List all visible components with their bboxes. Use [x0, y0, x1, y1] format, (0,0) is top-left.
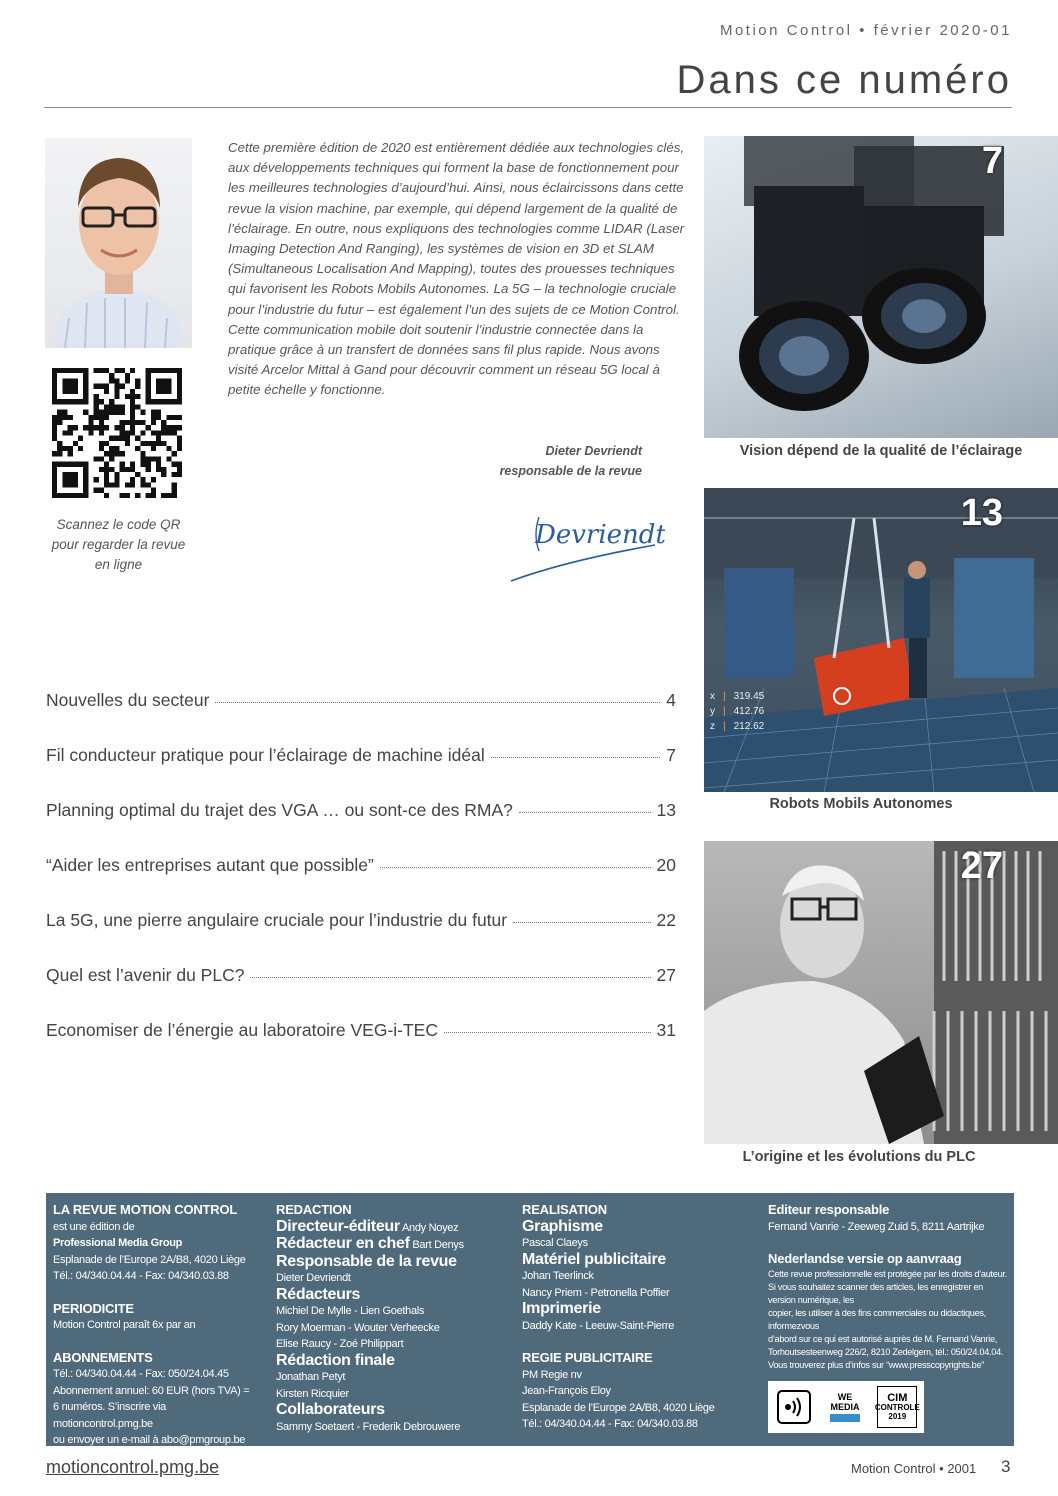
toc-entry-title: Quel est l’avenir du PLC?: [46, 965, 245, 985]
toc-leader: [491, 756, 661, 758]
toc-entry-page: 20: [656, 855, 676, 875]
author-role: responsable de la revue: [499, 464, 642, 478]
qr-caption: Scannez le code QR pour regarder la revue en ligne: [51, 517, 186, 572]
editor-portrait-photo: [45, 138, 192, 348]
qr-code[interactable]: [52, 368, 182, 498]
toc-entry-page: 13: [656, 800, 676, 820]
feature-photo-robot[interactable]: [704, 488, 1058, 792]
toc-entry-page: 27: [656, 965, 676, 985]
feature-page-number: 13: [960, 492, 1003, 534]
toc-leader: [380, 866, 651, 868]
toc-entry[interactable]: [46, 910, 676, 965]
editorial-signature-block: [480, 441, 642, 481]
toc-entry[interactable]: [46, 965, 676, 1020]
toc-entry[interactable]: [46, 855, 676, 910]
coordinate-readout-y: y | 412.76: [710, 706, 765, 717]
toc-leader: [444, 1031, 651, 1033]
cim-logo: CIM CONTROLE 2019: [877, 1386, 917, 1428]
feature-caption: L’origine et les évolutions du PLC: [742, 1149, 976, 1165]
colophon-column-production: REALISATION Graphisme Pascal Claeys Matériel publicitaire Johan Teerlinck Nancy Priem - Petronella Poffier Imprimerie Daddy Kate - Leeuw-Saint-Pierre REGIE PUBLICITAIRE PM Regie nv Jean-François Eloy Esplanade de l’Europe 2A/B8, 4020 Liège Tél.: 04/340.04.44 - Fax: 04/340.03.88: [522, 1202, 715, 1430]
footer-magazine-issue: Motion Control • 2001: [851, 1461, 977, 1476]
signature-text: Devriendt: [535, 520, 665, 550]
feature-photo-plc[interactable]: [704, 841, 1058, 1144]
feature-caption: Robots Mobils Autonomes: [769, 796, 953, 812]
audio-wave-logo: [775, 1387, 813, 1427]
toc-entry[interactable]: [46, 1020, 676, 1075]
toc-entry-title: Fil conducteur pratique pour l’éclairage de machine idéal: [46, 745, 485, 765]
page-title: Dans ce numéro: [676, 58, 1012, 102]
toc-leader: [513, 921, 650, 923]
toc-entry-title: Planning optimal du trajet des VGA … ou sont-ce des RMA?: [46, 800, 513, 820]
colophon-box: [46, 1193, 1014, 1446]
membership-logos: [768, 1381, 924, 1433]
toc-entry-title: Nouvelles du secteur: [46, 690, 210, 710]
toc-leader: [519, 811, 651, 813]
editorial-text: Cette première édition de 2020 est entièrement dédiée aux technologies clés, aux développements techniques qui forment la base de fonctionnement pour les meilleures technologies d’aujourd’hui. Ainsi, nous éclaircissons dans cette revue la vision machine, par exemple, qui dépend largement de la qualité de l’éclairage. En outre, nous expliquons des technologies comme LIDAR (Laser Imaging Detection And Ranging), les systèmes de vision en 3D et SLAM (Simultaneous Localisation And Mapping), toutes des prouesses techniques qui favorisent les Robots Mobils Autonomes. La 5G – la technologie cruciale pour l’industrie du futur – est également l’un des sujets de ce Motion Control. Cette communication mobile doit soutenir l’industrie connectée dans la pratique grâce à un transfert de données sans fil plus rapide. Nous avons visité Arcelor Mittal à Gand pour découvrir comment un réseau 5G local à petite échelle y fonctionne.: [228, 140, 685, 398]
coordinate-readout-z: z | 212.62: [710, 721, 765, 732]
feature-caption: Vision dépend de la qualité de l’éclairage: [739, 443, 1023, 459]
feature-page-number: 27: [960, 845, 1003, 887]
toc-entry-title: “Aider les entreprises autant que possible”: [46, 855, 374, 875]
toc-entry[interactable]: [46, 690, 676, 745]
colophon-column-legal: Editeur responsable Fernand Vanrie - Zeeweg Zuid 5, 8211 Aartrijke Nederlandse versie op aanvraag Cette revue professionnelle est protégée par les droits d’auteur. Si vous souhaitez scanner des articles, les enregistrer en version numérique, les copier, les utiliser à des fins commerciales ou didactiques, informezvous d’abord sur ce qui est autorisé auprès de M. Fernand Vanrie, Torhoutsesteenweg 226/2, 8210 Zedelgem, tél.: 050/24.04.04. Vous trouverez plus d’infos sur “www.presscopyrights.be”: [768, 1202, 1007, 1370]
toc-entry-page: 22: [656, 910, 676, 930]
toc-entry-page: 31: [656, 1020, 676, 1040]
toc-entry[interactable]: [46, 745, 676, 800]
toc-entry[interactable]: [46, 800, 676, 855]
we-media-logo: WE MEDIA: [826, 1387, 864, 1427]
page-number: 3: [1001, 1457, 1011, 1476]
toc-entry-title: La 5G, une pierre angulaire cruciale pour l’industrie du futur: [46, 910, 508, 930]
handwritten-signature: [505, 505, 665, 587]
header-divider: [44, 107, 1012, 108]
colophon-column-publisher: LA REVUE MOTION CONTROL est une édition de Professional Media Group Esplanade de l’Europe 2A/B8, 4020 Liège Tél.: 04/340.04.44 - Fax: 04/340.03.88 PERIODICITE Motion Control paraît 6x par an ABONNEMENTS Tél.: 04/340.04.44 - Fax: 050/24.04.45 Abonnement annuel: 60 EUR (hors TVA) = 6 numéros. S’inscrire via motioncontrol.pmg.be ou envoyer un e-mail à abo@pmgroup.be: [53, 1202, 250, 1446]
coordinate-readout-x: x | 319.45: [710, 691, 765, 702]
toc-entry-title: Economiser de l’énergie au laboratoire VEG-i-TEC: [46, 1020, 438, 1040]
colophon-column-editorial: REDACTION Directeur-éditeur Andy Noyez Rédacteur en chef Bart Denys Responsable de la revue Dieter Devriendt Rédacteurs Michiel De Mylle - Lien Goethals Rory Moerman - Wouter Verheecke Elise Raucy - Zoé Philippart Rédaction finale Jonathan Petyt Kirsten Ricquier Collaborateurs Sammy Soetaert - Frederik Debrouwere: [276, 1202, 464, 1433]
toc-leader: [215, 701, 660, 703]
toc-leader: [250, 976, 650, 978]
feature-photo-cameras[interactable]: [704, 136, 1058, 438]
issue-line: Motion Control • février 2020-01: [719, 22, 1012, 39]
feature-page-number: 7: [981, 140, 1003, 182]
toc-entry-page: 4: [666, 690, 676, 710]
table-of-contents: [46, 690, 676, 1075]
footer-website-link[interactable]: motioncontrol.pmg.be: [46, 1457, 220, 1477]
author-name: Dieter Devriendt: [545, 444, 642, 458]
toc-entry-page: 7: [666, 745, 676, 765]
